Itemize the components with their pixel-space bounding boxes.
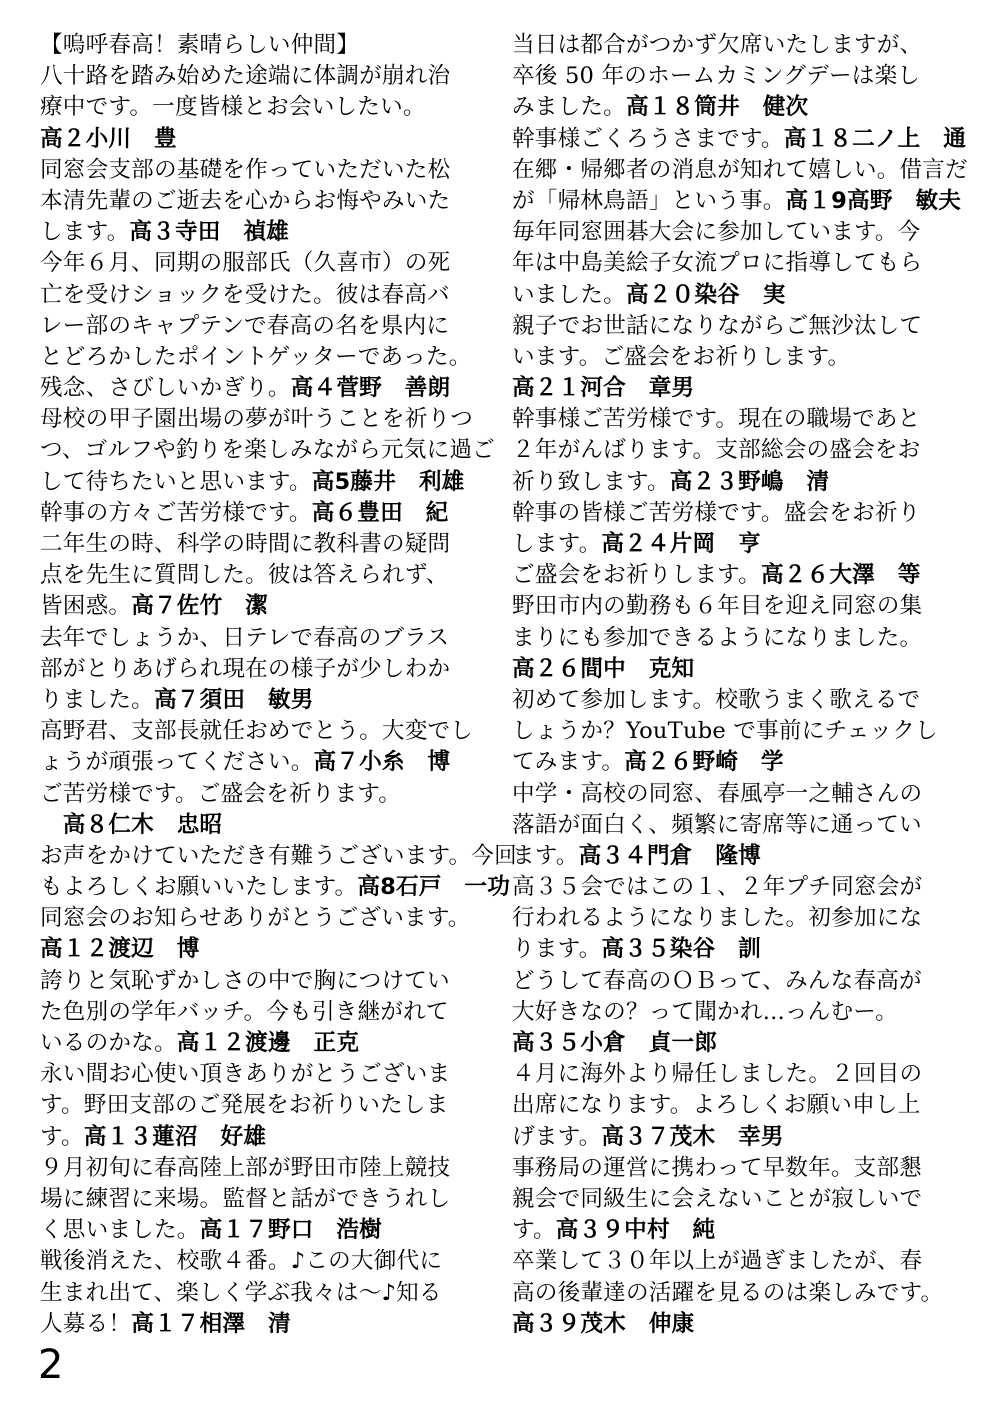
author-name: 高２小川 豊 bbox=[40, 125, 177, 152]
text-line bbox=[40, 654, 485, 685]
author-name: 高８仁木 忠昭 bbox=[62, 811, 223, 838]
author-name: 高３７茂木 幸男 bbox=[601, 1123, 784, 1150]
message-text: つ、ゴルフや釣りを楽しみながら元気に過ご bbox=[40, 437, 495, 464]
text-line bbox=[40, 841, 517, 872]
text-line bbox=[512, 155, 968, 186]
author-name: 高３９中村 純 bbox=[555, 1217, 716, 1244]
message-text: します。 bbox=[40, 219, 130, 246]
message-text: 生まれ出て、楽しく学ぶ我々は～♪知る bbox=[40, 1279, 442, 1306]
message-text: どうして春高のＯＢって、みんな春高が bbox=[512, 967, 922, 994]
text-line bbox=[40, 1122, 485, 1153]
text-line bbox=[512, 404, 957, 435]
text-line bbox=[512, 280, 957, 311]
text-line bbox=[512, 747, 957, 778]
text-line bbox=[40, 1246, 485, 1277]
message-text: ります。 bbox=[512, 936, 602, 963]
message-text: 親会で同級生に会えないことが寂しいで bbox=[512, 1185, 923, 1212]
message-text: 人募る！ bbox=[40, 1310, 132, 1337]
message-text: 初めて参加します。校歌うまく歌えるで bbox=[512, 686, 921, 713]
author-name: 高２６野崎 学 bbox=[624, 749, 784, 776]
author-name: 高１７相澤 清 bbox=[131, 1310, 291, 1337]
message-text: 本清先輩のご逝去を心からお悔やみいた bbox=[40, 187, 451, 214]
message-text: 母校の甲子園出場の夢が叶うことを祈りつ bbox=[40, 406, 474, 433]
author-name: 高２０染谷 実 bbox=[625, 281, 786, 308]
message-text: 療中です。一度皆様とお会いしたい。 bbox=[40, 94, 426, 121]
message-text: ４月に海外より帰任しました。２回目の bbox=[512, 1061, 923, 1088]
author-name: 高３９茂木 伸康 bbox=[512, 1310, 695, 1337]
text-line bbox=[40, 560, 485, 591]
message-text: 同窓会支部の基礎を作っていただいた松 bbox=[40, 156, 451, 183]
text-line bbox=[512, 1028, 957, 1059]
text-line bbox=[512, 685, 957, 716]
message-text: ます。 bbox=[512, 842, 579, 869]
message-text: 親子でお世話になりながらご無沙汰して bbox=[512, 312, 923, 339]
text-line bbox=[40, 498, 485, 529]
message-text: 【嗚呼春高！素晴らしい仲間】 bbox=[40, 32, 360, 58]
message-text: てみます。 bbox=[512, 749, 625, 776]
text-line bbox=[40, 1184, 485, 1215]
text-line bbox=[512, 779, 957, 810]
message-text: が「帰林鳥語」という事。 bbox=[512, 187, 786, 214]
text-line bbox=[40, 217, 485, 248]
text-line bbox=[512, 997, 957, 1028]
message-text: 亡を受けショックを受けた。彼は春高バ bbox=[40, 281, 450, 308]
text-line bbox=[512, 903, 957, 934]
text-line bbox=[512, 1090, 957, 1121]
message-text bbox=[40, 812, 63, 838]
message-text: 点を先生に質問した。彼は答えられず、 bbox=[40, 562, 449, 589]
text-line bbox=[40, 1153, 485, 1184]
message-text: して待ちたいと思います。 bbox=[40, 468, 312, 495]
author-name: 高６豊田 紀 bbox=[311, 499, 449, 526]
message-text: 場に練習に来場。監督と話ができうれし bbox=[40, 1185, 451, 1212]
text-line bbox=[512, 934, 957, 965]
text-line bbox=[512, 966, 957, 997]
text-line bbox=[40, 747, 485, 778]
message-text: 今年６月、同期の服部氏（久喜市）の死 bbox=[40, 250, 451, 277]
author-name: 高5藤井 利雄 bbox=[311, 468, 465, 495]
message-text: 卒業して３０年以上が過ぎましたが、春 bbox=[512, 1248, 923, 1275]
text-line bbox=[40, 280, 485, 311]
text-line bbox=[40, 779, 485, 810]
text-line bbox=[512, 716, 957, 747]
message-text: 落語が面白く、頻繁に寄席等に通ってい bbox=[512, 811, 922, 838]
text-line bbox=[512, 373, 957, 404]
message-text: しょうか？YouTube で事前にチェックし bbox=[512, 718, 938, 745]
message-text: いました。 bbox=[512, 281, 626, 308]
text-line bbox=[512, 1122, 957, 1153]
text-line bbox=[40, 1090, 485, 1121]
text-line bbox=[512, 872, 957, 903]
text-line bbox=[40, 966, 485, 997]
text-line bbox=[40, 373, 485, 404]
message-text: 行われるようになりました。初参加にな bbox=[512, 905, 923, 932]
author-name: 高１８筒井 健次 bbox=[625, 94, 809, 121]
message-text: 去年でしょうか、日テレで春高のブラス bbox=[40, 624, 450, 651]
text-line bbox=[512, 61, 957, 92]
text-line bbox=[512, 30, 957, 61]
text-line bbox=[512, 1278, 957, 1309]
message-text: 幹事の皆様ご苦労様です。盛会をお祈り bbox=[512, 499, 921, 526]
message-text: 卒後 50 年のホームカミングデーは楽し bbox=[512, 63, 921, 90]
message-text: 高３５会ではこの１、２年プチ同窓会が bbox=[512, 874, 923, 901]
author-name: 高３寺田 禎雄 bbox=[129, 219, 289, 246]
message-text: 大好きなの？って聞かれ...っんむー。 bbox=[512, 998, 898, 1025]
message-text: します。 bbox=[512, 531, 602, 557]
text-line bbox=[40, 1059, 485, 1090]
text-line bbox=[40, 61, 485, 92]
text-line bbox=[40, 872, 510, 903]
text-line bbox=[512, 467, 957, 498]
text-line bbox=[512, 124, 967, 155]
message-text: 幹事様ごくろうさまです。 bbox=[512, 125, 784, 152]
message-text: 誇りと気恥ずかしさの中で胸につけてい bbox=[40, 967, 450, 994]
text-line bbox=[512, 654, 957, 685]
author-name: 高１７野口 浩樹 bbox=[199, 1217, 382, 1244]
message-text: 当日は都合がつかず欠席いたしますが、 bbox=[512, 32, 923, 58]
message-text: 幹事の方々ご苦労様です。 bbox=[40, 499, 312, 526]
text-line bbox=[512, 529, 957, 560]
message-text: りました。 bbox=[40, 686, 154, 713]
text-line bbox=[512, 623, 957, 654]
text-line bbox=[512, 186, 962, 217]
text-line bbox=[40, 155, 485, 186]
text-line bbox=[40, 342, 485, 373]
right-text-column bbox=[512, 30, 968, 1340]
text-line bbox=[40, 810, 485, 841]
message-text: 幹事様ご苦労様です。現在の職場であと bbox=[512, 406, 921, 433]
message-text: す。 bbox=[40, 1123, 84, 1150]
author-name: 高２６間中 克知 bbox=[512, 655, 695, 682]
text-line bbox=[40, 997, 485, 1028]
message-text: 同窓会のお知らせありがとうございます。 bbox=[40, 905, 471, 932]
message-text: ２年がんばります。支部総会の盛会をお bbox=[512, 437, 921, 464]
message-text: す。 bbox=[512, 1217, 556, 1244]
author-name: 高１２渡辺 博 bbox=[40, 936, 200, 963]
text-line bbox=[512, 311, 957, 342]
text-line bbox=[512, 1153, 957, 1184]
text-line bbox=[512, 498, 957, 529]
message-text: 事務局の運営に携わって早数年。支部懇 bbox=[512, 1154, 923, 1181]
message-text: く思いました。 bbox=[40, 1217, 200, 1244]
text-line bbox=[40, 311, 485, 342]
text-line bbox=[40, 92, 485, 123]
message-text: 高野君、支部長就任おめでとう。大変でし bbox=[40, 718, 474, 745]
message-text: 高の後輩達の活躍を見るのは楽しみです。 bbox=[512, 1279, 944, 1306]
message-text: みました。 bbox=[512, 94, 626, 121]
author-name: 高8石戸 一功 bbox=[357, 874, 510, 901]
message-text: お声をかけていただき有難うございます。今回 bbox=[40, 842, 517, 869]
message-text: た色別の学年バッチ。今も引き継がれて bbox=[40, 998, 449, 1025]
message-text: ご盛会をお祈りします。 bbox=[512, 562, 761, 589]
message-text: 毎年同窓囲碁大会に参加しています。今 bbox=[512, 219, 921, 246]
author-name: 高２４片岡 亨 bbox=[601, 531, 761, 557]
author-name: 高３５小倉 貞一郎 bbox=[512, 1030, 718, 1056]
author-name: 高１２渡邊 正克 bbox=[176, 1030, 360, 1056]
author-name: 高３４門倉 隆博 bbox=[578, 842, 761, 869]
message-text: 戦後消えた、校歌４番。♪この大御代に bbox=[40, 1248, 443, 1275]
message-text: 残念、さびしいかぎり。 bbox=[40, 375, 291, 402]
author-name: 高１9高野 敏夫 bbox=[785, 187, 962, 214]
text-line bbox=[512, 1059, 957, 1090]
text-line bbox=[512, 1246, 957, 1277]
text-line bbox=[512, 217, 957, 248]
message-text: す。野田支部のご発展をお祈りいたしま bbox=[40, 1092, 449, 1119]
message-text: とどろかしたポイントゲッターであった。 bbox=[40, 343, 472, 370]
text-line bbox=[40, 1278, 485, 1309]
text-line bbox=[40, 903, 485, 934]
text-line bbox=[40, 467, 485, 498]
message-text: ９月初旬に春高陸上部が野田市陸上競技 bbox=[40, 1154, 451, 1181]
left-text-column bbox=[40, 30, 517, 1340]
author-name: 高７佐竹 潔 bbox=[131, 593, 268, 620]
message-text: まりにも参加できるようになりました。 bbox=[512, 624, 923, 651]
page-number: 2 bbox=[38, 1342, 64, 1388]
message-text: 永い間お心使い頂きありがとうございま bbox=[40, 1061, 451, 1088]
author-name: 高７小糸 博 bbox=[313, 749, 451, 776]
author-name: 高４菅野 善朗 bbox=[290, 375, 451, 402]
text-line bbox=[40, 623, 485, 654]
text-line bbox=[512, 560, 957, 591]
text-line bbox=[40, 248, 485, 279]
message-text: 皆困惑。 bbox=[40, 593, 132, 620]
message-text: います。ご盛会をお祈りします。 bbox=[512, 343, 851, 370]
message-text: 在郷・帰郷者の消息が知れて嬉しい。借言だ bbox=[512, 156, 968, 183]
text-line bbox=[40, 591, 485, 622]
text-line bbox=[40, 186, 485, 217]
message-text: 部がとりあげられ現在の様子が少しわか bbox=[40, 655, 451, 682]
message-text: もよろしくお願いいたします。 bbox=[40, 874, 358, 901]
text-line bbox=[512, 591, 957, 622]
message-text: ご苦労様です。ご盛会を祈ります。 bbox=[40, 780, 402, 807]
message-text: 出席になります。よろしくお願い申し上 bbox=[512, 1092, 921, 1119]
author-name: 高２６大澤 等 bbox=[760, 562, 921, 589]
message-text: 八十路を踏み始めた途端に体調が崩れ治 bbox=[40, 63, 451, 90]
text-line bbox=[512, 810, 957, 841]
message-text: げます。 bbox=[512, 1123, 602, 1150]
text-line bbox=[512, 248, 957, 279]
author-name: 高２３野嶋 清 bbox=[669, 468, 830, 495]
text-line bbox=[40, 1028, 485, 1059]
text-line bbox=[40, 716, 485, 747]
message-text: いるのかな。 bbox=[40, 1030, 177, 1056]
text-line bbox=[512, 342, 957, 373]
message-text: 祈り致します。 bbox=[512, 468, 670, 495]
message-text: 野田市内の勤務も６年目を迎え同窓の集 bbox=[512, 593, 923, 620]
text-line bbox=[40, 124, 485, 155]
message-text: 中学・高校の同窓、春風亭一之輔さんの bbox=[512, 780, 923, 807]
text-line bbox=[512, 435, 957, 466]
text-line bbox=[512, 841, 957, 872]
text-line bbox=[40, 529, 485, 560]
message-text: 年は中島美絵子女流プロに指導してもら bbox=[512, 250, 923, 277]
text-line bbox=[40, 685, 485, 716]
author-name: 高２１河合 章男 bbox=[512, 375, 695, 402]
author-name: 高１８二ノ上 通 bbox=[783, 125, 967, 152]
message-text: レー部のキャプテンで春高の名を県内に bbox=[40, 312, 450, 339]
text-line bbox=[40, 30, 485, 61]
text-line bbox=[512, 1309, 957, 1340]
message-text: ょうが頑張ってください。 bbox=[40, 749, 314, 776]
text-line bbox=[512, 1215, 957, 1246]
author-name: 高１３蓮沼 好雄 bbox=[83, 1123, 267, 1150]
text-line bbox=[40, 435, 495, 466]
text-line bbox=[512, 92, 957, 123]
message-text: 二年生の時、科学の時間に教科書の疑問 bbox=[40, 531, 451, 557]
text-line bbox=[40, 1215, 485, 1246]
text-line bbox=[512, 1184, 957, 1215]
text-line bbox=[40, 934, 485, 965]
text-line bbox=[40, 404, 485, 435]
author-name: 高７須田 敏男 bbox=[153, 686, 314, 713]
author-name: 高３５染谷 訓 bbox=[601, 936, 761, 963]
text-line bbox=[40, 1309, 485, 1340]
